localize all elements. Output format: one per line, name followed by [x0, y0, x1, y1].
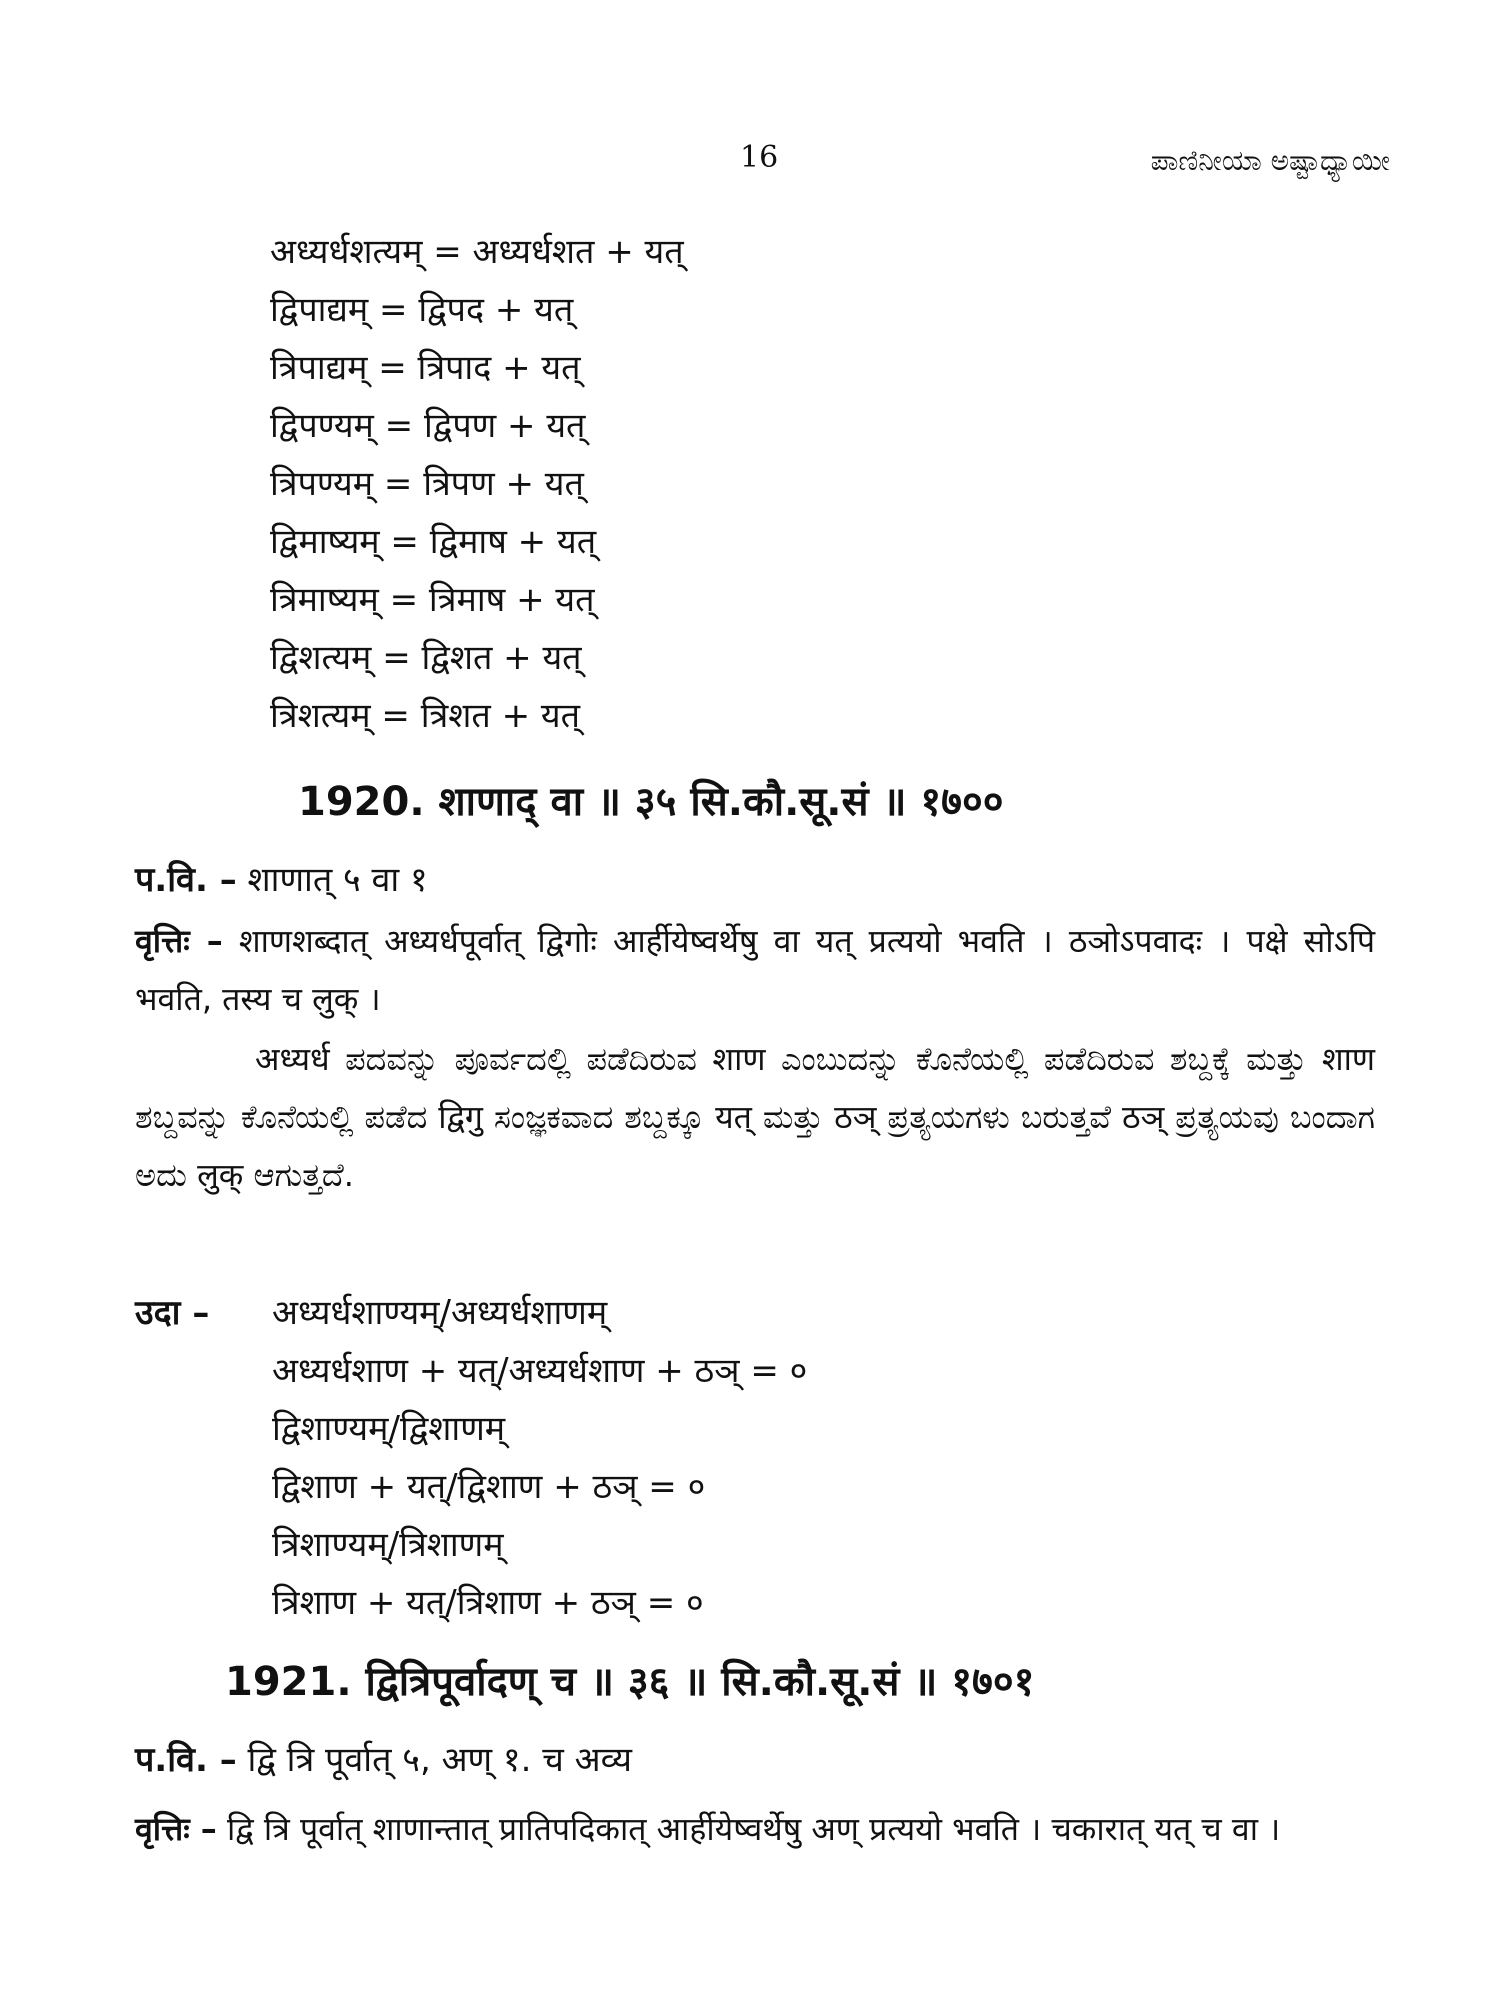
vritti-label: वृत्तिः –	[135, 922, 223, 960]
kannada-explanation: अध्यर्ध ಪದವನ್ನು ಪೂರ್ವದಲ್ಲಿ ಪಡೆದಿರುವ शाण ಎಂಬುದನ್ನು ಕೊನೆಯಲ್ಲಿ ಪಡೆದಿರುವ ಶಬ್ದಕ್ಕೆ ಮತ್ತು शाण ಶಬ್ದವನ್ನು ಕೊನೆಯಲ್ಲಿ ಪಡೆದ द्विगु ಸಂಜ್ಞಕವಾದ ಶಬ್ದಕ್ಕೂ यत् ಮತ್ತು ठञ् ಪ್ರತ್ಯಯಗಳು ಬರುತ್ತವೆ ठञ् ಪ್ರತ್ಯಯವು ಬಂದಾಗ ಅದು लुक् ಆಗುತ್ತದೆ.	[135, 1040, 1375, 1194]
sutra-heading: 1921. द्वित्रिपूर्वादण् च ॥ ३६ ॥ सि.कौ.सू.सं ॥ १७०१	[225, 1659, 1035, 1705]
example-line: अध्यर्धशाण्यम्/अध्यर्धशाणम्	[272, 1293, 608, 1333]
vritti-text: शाणशब्दात् अध्यर्धपूर्वात् द्विगोः आर्हीयेष्वर्थेषु वा यत् प्रत्ययो भवति । ठञोऽपवादः । पक्षे सोऽपि भवति, तस्य च लुक् ।	[135, 922, 1376, 1018]
pv-text: शाणात् ५ वा १	[247, 860, 428, 900]
formula-line: त्रिशत्यम् = त्रिशत + यत्	[270, 696, 580, 736]
example-line: द्विशाण्यम्/द्विशाणम्	[272, 1409, 506, 1449]
pv-text: द्वि त्रि पूर्वात् ५, अण् १. च अव्य	[247, 1740, 632, 1780]
formula-line: त्रिमाष्यम् = त्रिमाष + यत्	[270, 580, 595, 620]
example-line: त्रिशाण्यम्/त्रिशाणम्	[272, 1525, 504, 1565]
vritti-label: वृत्तिः –	[135, 1810, 217, 1848]
example-line: द्विशाण + यत्/द्विशाण + ठञ् = ०	[272, 1467, 706, 1507]
vritti-paragraph	[135, 1800, 1375, 1858]
running-title: ಪಾಣಿನೀಯಾ ಅಷ್ಟಾಧ್ಯಾಯೀ	[1150, 144, 1390, 177]
formula-line: अध्यर्धशत्यम् = अध्यर्धशत + यत्	[270, 232, 684, 272]
formula-line: त्रिपण्यम् = त्रिपण + यत्	[270, 464, 584, 504]
formula-line: त्रिपाद्यम् = त्रिपाद + यत्	[270, 348, 581, 388]
sutra-heading: 1920. शाणाद् वा ॥ ३५ सि.कौ.सू.सं ॥ १७००	[298, 779, 1004, 825]
formula-line: द्विपाद्यम् = द्विपद + यत्	[270, 290, 574, 330]
example-line: अध्यर्धशाण + यत्/अध्यर्धशाण + ठञ् = ०	[272, 1351, 808, 1391]
example-line: त्रिशाण + यत्/त्रिशाण + ठञ् = ०	[272, 1583, 704, 1623]
vritti-text: द्वि त्रि पूर्वात् शाणान्तात् प्रातिपदिकात् आर्हीयेष्वर्थेषु अण् प्रत्ययो भवति । चकारात् यत् च वा ।	[226, 1810, 1281, 1848]
page-number: 16	[740, 140, 779, 175]
vritti-paragraph	[135, 912, 1375, 1028]
pv-label: प.वि. –	[135, 860, 237, 900]
formula-line: द्विपण्यम् = द्विपण + यत्	[270, 406, 586, 446]
formula-line: द्विमाष्यम् = द्विमाष + यत्	[270, 522, 597, 562]
pv-label: प.वि. –	[135, 1740, 237, 1780]
formula-line: द्विशत्यम् = द्विशत + यत्	[270, 638, 582, 678]
example-label: उदा –	[135, 1293, 210, 1333]
